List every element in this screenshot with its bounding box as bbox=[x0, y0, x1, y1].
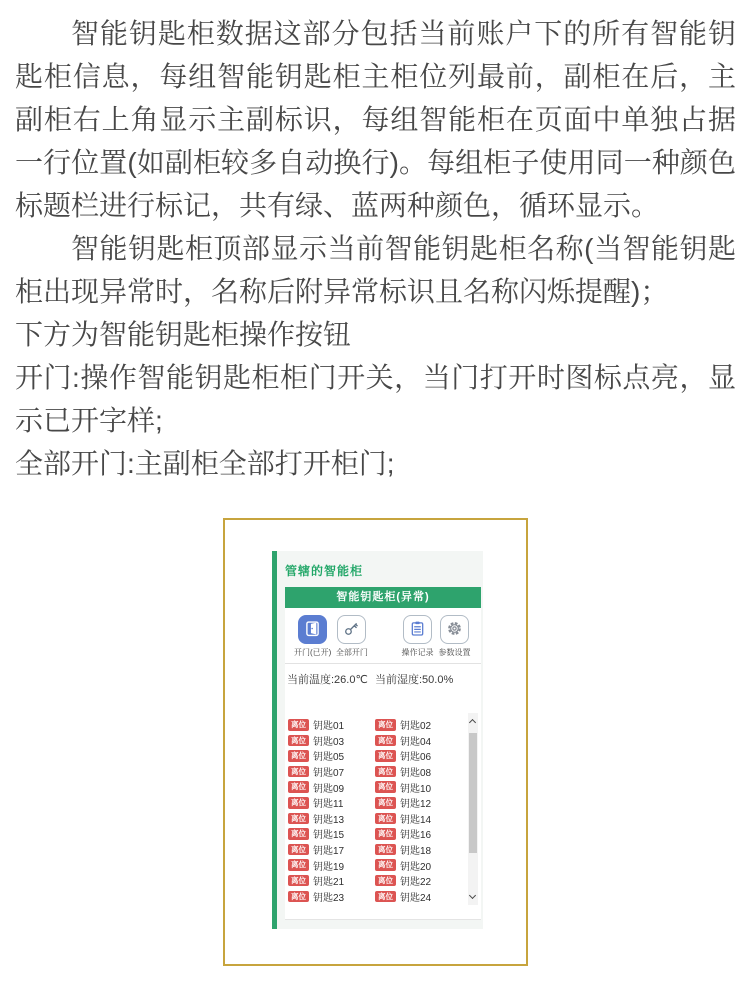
key-name: 钥匙13 bbox=[313, 814, 345, 826]
accent-bar bbox=[272, 551, 277, 929]
cabinet-toolbar bbox=[285, 608, 481, 664]
key-name: 钥匙05 bbox=[313, 752, 345, 764]
key-item[interactable] bbox=[375, 795, 460, 811]
open-door-label: 开门(已开) bbox=[294, 648, 332, 657]
key-icon bbox=[342, 619, 361, 641]
key-item[interactable] bbox=[288, 795, 375, 811]
embedded-screenshot bbox=[272, 551, 483, 929]
key-item[interactable] bbox=[288, 873, 375, 889]
operation-log-tool bbox=[401, 615, 434, 658]
status-badge: 离位 bbox=[288, 875, 309, 887]
status-badge: 离位 bbox=[288, 797, 309, 809]
paragraph-cabinet-name: 智能钥匙柜顶部显示当前智能钥匙柜名称(当智能钥匙柜出现异常时，名称后附异常标识且名称闪烁提醒)； bbox=[15, 233, 736, 307]
key-item[interactable] bbox=[375, 733, 460, 749]
status-badge: 离位 bbox=[288, 735, 309, 747]
key-name: 钥匙06 bbox=[400, 752, 432, 764]
status-badge: 离位 bbox=[288, 781, 309, 793]
key-name: 钥匙02 bbox=[400, 721, 432, 733]
key-item[interactable] bbox=[375, 779, 460, 795]
key-name: 钥匙01 bbox=[313, 721, 345, 733]
status-badge: 离位 bbox=[288, 844, 309, 856]
paragraph-cabinet-data: 智能钥匙柜数据这部分包括当前账户下的所有智能钥匙柜信息，每组智能钥匙柜主柜位列最前，副柜在后，主副柜右上角显示主副标识，每组智能柜在页面中单独占据一行位置(如副柜较多自动换行)。每组柜子使用同一种颜色标题栏进行标记，共有绿、蓝两种颜色，循环显示。 bbox=[15, 18, 736, 221]
scrollbar[interactable] bbox=[468, 713, 478, 905]
status-badge: 离位 bbox=[375, 844, 396, 856]
scrollbar-thumb[interactable] bbox=[469, 733, 477, 853]
status-badge: 离位 bbox=[288, 859, 309, 871]
key-name: 钥匙19 bbox=[313, 861, 345, 873]
document-text bbox=[15, 12, 736, 485]
status-badge: 离位 bbox=[375, 719, 396, 731]
status-badge: 离位 bbox=[288, 828, 309, 840]
open-all-button[interactable] bbox=[337, 615, 366, 644]
paragraph-open-door: 开门:操作智能钥匙柜柜门开关，当门打开时图标点亮，显示已开字样; bbox=[15, 362, 736, 436]
key-name: 钥匙08 bbox=[400, 768, 432, 780]
status-badge: 离位 bbox=[375, 797, 396, 809]
key-name: 钥匙21 bbox=[313, 877, 345, 889]
key-item[interactable] bbox=[288, 826, 375, 842]
key-item[interactable] bbox=[288, 811, 375, 827]
key-item[interactable] bbox=[375, 873, 460, 889]
key-item[interactable] bbox=[375, 857, 460, 873]
key-name: 钥匙09 bbox=[313, 783, 345, 795]
paragraph-open-all: 全部开门:主副柜全部打开柜门; bbox=[15, 448, 395, 479]
status-badge: 离位 bbox=[375, 781, 396, 793]
key-item[interactable] bbox=[375, 826, 460, 842]
status-badge: 离位 bbox=[375, 750, 396, 762]
paragraph-buttons-intro: 下方为智能钥匙柜操作按钮 bbox=[15, 319, 352, 350]
key-item[interactable] bbox=[375, 889, 460, 905]
status-badge: 离位 bbox=[375, 735, 396, 747]
humidity-label: 当前湿度:50.0% bbox=[375, 674, 454, 686]
open-door-tool bbox=[294, 615, 331, 658]
status-badge: 离位 bbox=[288, 766, 309, 778]
door-open-icon bbox=[303, 619, 322, 641]
key-item[interactable] bbox=[288, 889, 375, 905]
status-badge: 离位 bbox=[375, 891, 396, 903]
key-item[interactable] bbox=[288, 764, 375, 780]
status-badge: 离位 bbox=[375, 766, 396, 778]
key-item[interactable] bbox=[288, 733, 375, 749]
status-badge: 离位 bbox=[288, 719, 309, 731]
section-title: 管辖的智能柜 bbox=[285, 564, 364, 578]
scroll-down-icon[interactable] bbox=[469, 892, 476, 899]
key-item[interactable] bbox=[375, 811, 460, 827]
key-name: 钥匙24 bbox=[400, 892, 432, 904]
key-list bbox=[288, 717, 460, 904]
key-name: 钥匙18 bbox=[400, 846, 432, 858]
status-badge: 离位 bbox=[288, 813, 309, 825]
settings-button[interactable] bbox=[440, 615, 469, 644]
key-item[interactable] bbox=[288, 842, 375, 858]
climate-row bbox=[285, 664, 481, 687]
key-name: 钥匙16 bbox=[400, 830, 432, 842]
settings-label: 参数设置 bbox=[438, 648, 471, 657]
open-all-tool bbox=[335, 615, 368, 658]
open-all-label: 全部开门 bbox=[335, 648, 368, 657]
key-name: 钥匙07 bbox=[313, 768, 345, 780]
scroll-up-icon[interactable] bbox=[469, 719, 476, 726]
key-list-area bbox=[288, 717, 478, 907]
key-item[interactable] bbox=[375, 764, 460, 780]
operation-log-label: 操作记录 bbox=[401, 648, 434, 657]
status-badge: 离位 bbox=[288, 750, 309, 762]
screenshot-frame bbox=[223, 518, 528, 966]
key-name: 钥匙15 bbox=[313, 830, 345, 842]
cabinet-card bbox=[285, 587, 481, 920]
key-item[interactable] bbox=[375, 842, 460, 858]
temperature-label: 当前温度:26.0℃ bbox=[287, 674, 368, 686]
clipboard-icon bbox=[408, 619, 427, 641]
operation-log-button[interactable] bbox=[403, 615, 432, 644]
key-name: 钥匙17 bbox=[313, 846, 345, 858]
status-badge: 离位 bbox=[375, 875, 396, 887]
key-item[interactable] bbox=[288, 748, 375, 764]
key-item[interactable] bbox=[375, 717, 460, 733]
key-name: 钥匙04 bbox=[400, 736, 432, 748]
key-item[interactable] bbox=[288, 857, 375, 873]
key-item[interactable] bbox=[375, 748, 460, 764]
open-door-button[interactable] bbox=[298, 615, 327, 644]
key-name: 钥匙23 bbox=[313, 892, 345, 904]
status-badge: 离位 bbox=[375, 828, 396, 840]
key-name: 钥匙12 bbox=[400, 799, 432, 811]
key-item[interactable] bbox=[288, 717, 375, 733]
key-item[interactable] bbox=[288, 779, 375, 795]
key-name: 钥匙03 bbox=[313, 736, 345, 748]
settings-tool bbox=[438, 615, 471, 658]
status-badge: 离位 bbox=[375, 859, 396, 871]
key-name: 钥匙22 bbox=[400, 877, 432, 889]
key-name: 钥匙20 bbox=[400, 861, 432, 873]
key-name: 钥匙14 bbox=[400, 814, 432, 826]
key-name: 钥匙10 bbox=[400, 783, 432, 795]
key-name: 钥匙11 bbox=[313, 799, 344, 811]
cabinet-title-bar: 智能钥匙柜(异常) bbox=[285, 587, 481, 608]
gear-icon bbox=[445, 619, 464, 641]
status-badge: 离位 bbox=[288, 891, 309, 903]
status-badge: 离位 bbox=[375, 813, 396, 825]
